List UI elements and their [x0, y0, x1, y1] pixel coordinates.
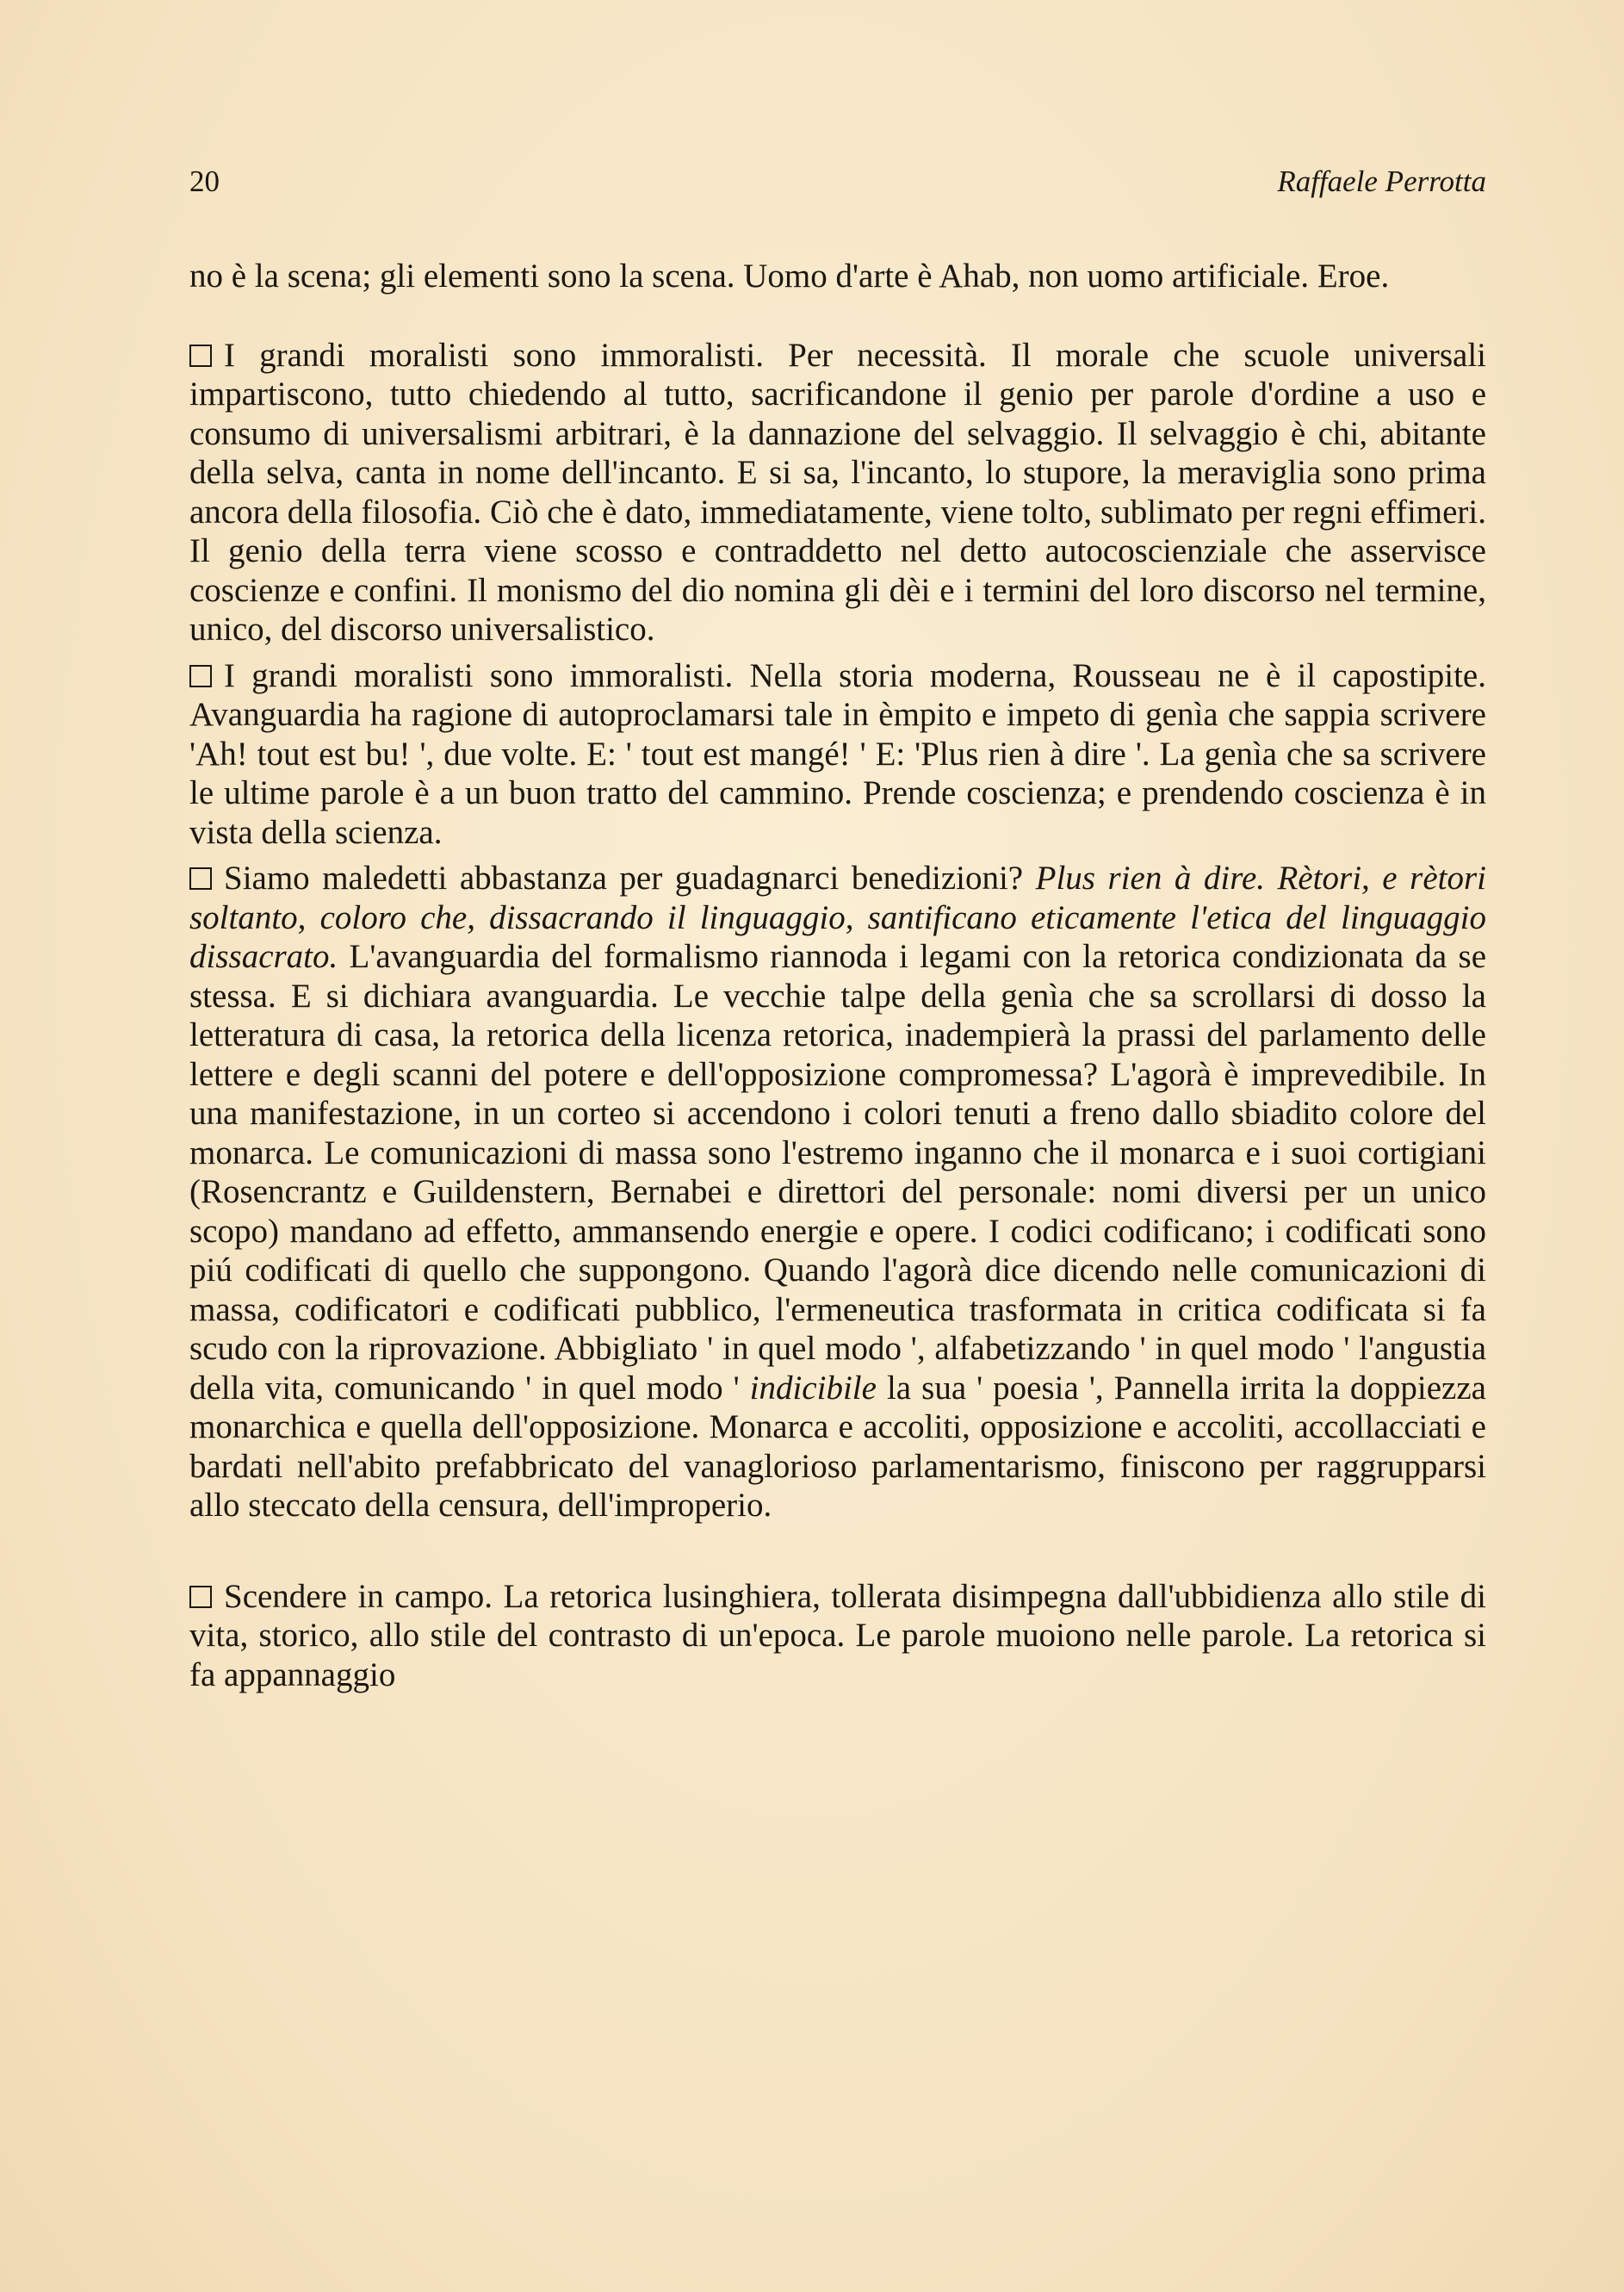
- paragraph-italic-word: indicibile: [749, 1369, 877, 1407]
- paragraph-maledetti: [189, 859, 1486, 1525]
- paragraph-continuation: [189, 257, 1486, 296]
- paragraph-lead: Siamo maledetti abbastanza per guadagnarci benedizioni?: [224, 860, 1036, 897]
- body-text: [189, 257, 1486, 1694]
- paragraph-body: L'avanguardia del formalismo riannoda i legami con la retorica condizionata da se stessa. E si dichiara avanguardia. Le vecchie talpe della genìa che sa scrollarsi di dosso la letteratura di casa, la retorica della licenza retorica, inadempierà la prassi del parlamento delle lettere e degli scanni del potere e dell'opposizione compromessa? L'agorà è imprevedibile. In una manifestazione, in un corteo si accendono i colori tenuti a freno dallo sbiadito colore del monarca. Le comunicazioni di massa sono l'estremo inganno che il monarca e i suoi cortigiani (Rosencrantz e Guildenstern, Bernabei e direttori del personale: nomi diversi per un unico scopo) mandano ad effetto, ammansendo energie e opere. I codici codificano; i codificati sono piú codificati di quello che suppongono. Quando l'agorà dice dicendo nelle comunicazioni di massa, codificatori e codificati pubblico, l'ermeneutica trasformata in critica codificata si fa scudo con la riprovazione. Abbigliato ' in quel modo ', alfabetizzando ' in quel modo ' l'angustia della vita, comunicando ' in quel modo ': [189, 938, 1486, 1407]
- square-bullet-icon: [189, 1586, 212, 1608]
- paragraph-moralisti-1: [189, 336, 1486, 649]
- square-bullet-icon: [189, 665, 212, 687]
- running-head: Raffaele Perrotta: [1277, 165, 1486, 198]
- paragraph-italic-quote: Plus rien à dire. Rètori, e rètori soltanto, coloro che, dissacrando il linguaggio, santificano eticamente l'etica del linguaggio dissacrato.: [189, 860, 1486, 975]
- page-header: [189, 165, 1486, 206]
- paragraph-tail: la sua ' poesia ', Pannella irrita la doppiezza monarchica e quella dell'opposizione. Monarca e accoliti, opposizione e accoliti, accollacciati e bardati nell'abito prefabbricato del vanaglorioso parlamentarismo, finiscono per raggrupparsi allo steccato della censura, dell'improperio.: [189, 1369, 1486, 1524]
- square-bullet-icon: [189, 867, 212, 890]
- paragraph-scendere: [189, 1577, 1486, 1695]
- paragraph-text: I grandi moralisti sono immoralisti. Nella storia moderna, Rousseau ne è il capostipite. Avanguardia ha ragione di autoproclamarsi tale in èmpito e impeto di genìa che sappia scrivere 'Ah! tout est bu! ', due volte. E: ' tout est mangé! ' E: 'Plus rien à dire '. La genìa che sa scrivere le ultime parole è a un buon tratto del cammino. Prende coscienza; e prendendo coscienza è in vista della scienza.: [189, 656, 1486, 851]
- paragraph-text: I grandi moralisti sono immoralisti. Per necessità. Il morale che scuole universali impartiscono, tutto chiedendo al tutto, sacrificandone il genio per parole d'ordine a uso e consumo di universalismi arbitrari, è la dannazione del selvaggio. Il selvaggio è chi, abitante della selva, canta in nome dell'incanto. E si sa, l'incanto, lo stupore, la meraviglia sono prima ancora della filosofia. Ciò che è dato, immediatamente, viene tolto, sublimato per regni effimeri. Il genio della terra viene scosso e contraddetto nel detto autocoscienziale che asservisce coscienze e confini. Il monismo del dio nomina gli dèi e i termini del loro discorso nel termine, unico, del discorso universalistico.: [189, 336, 1486, 648]
- paragraph-moralisti-2: [189, 656, 1486, 853]
- paragraph-text: no è la scena; gli elementi sono la scena. Uomo d'arte è Ahab, non uomo artificiale. Eroe.: [189, 258, 1390, 295]
- page-number: 20: [189, 165, 220, 198]
- paragraph-text: Scendere in campo. La retorica lusinghiera, tollerata disimpegna dall'ubbidienza allo stile di vita, storico, allo stile del contrasto di un'epoca. Le parole muoiono nelle parole. La retorica si fa appannaggio: [189, 1577, 1486, 1693]
- square-bullet-icon: [189, 345, 212, 367]
